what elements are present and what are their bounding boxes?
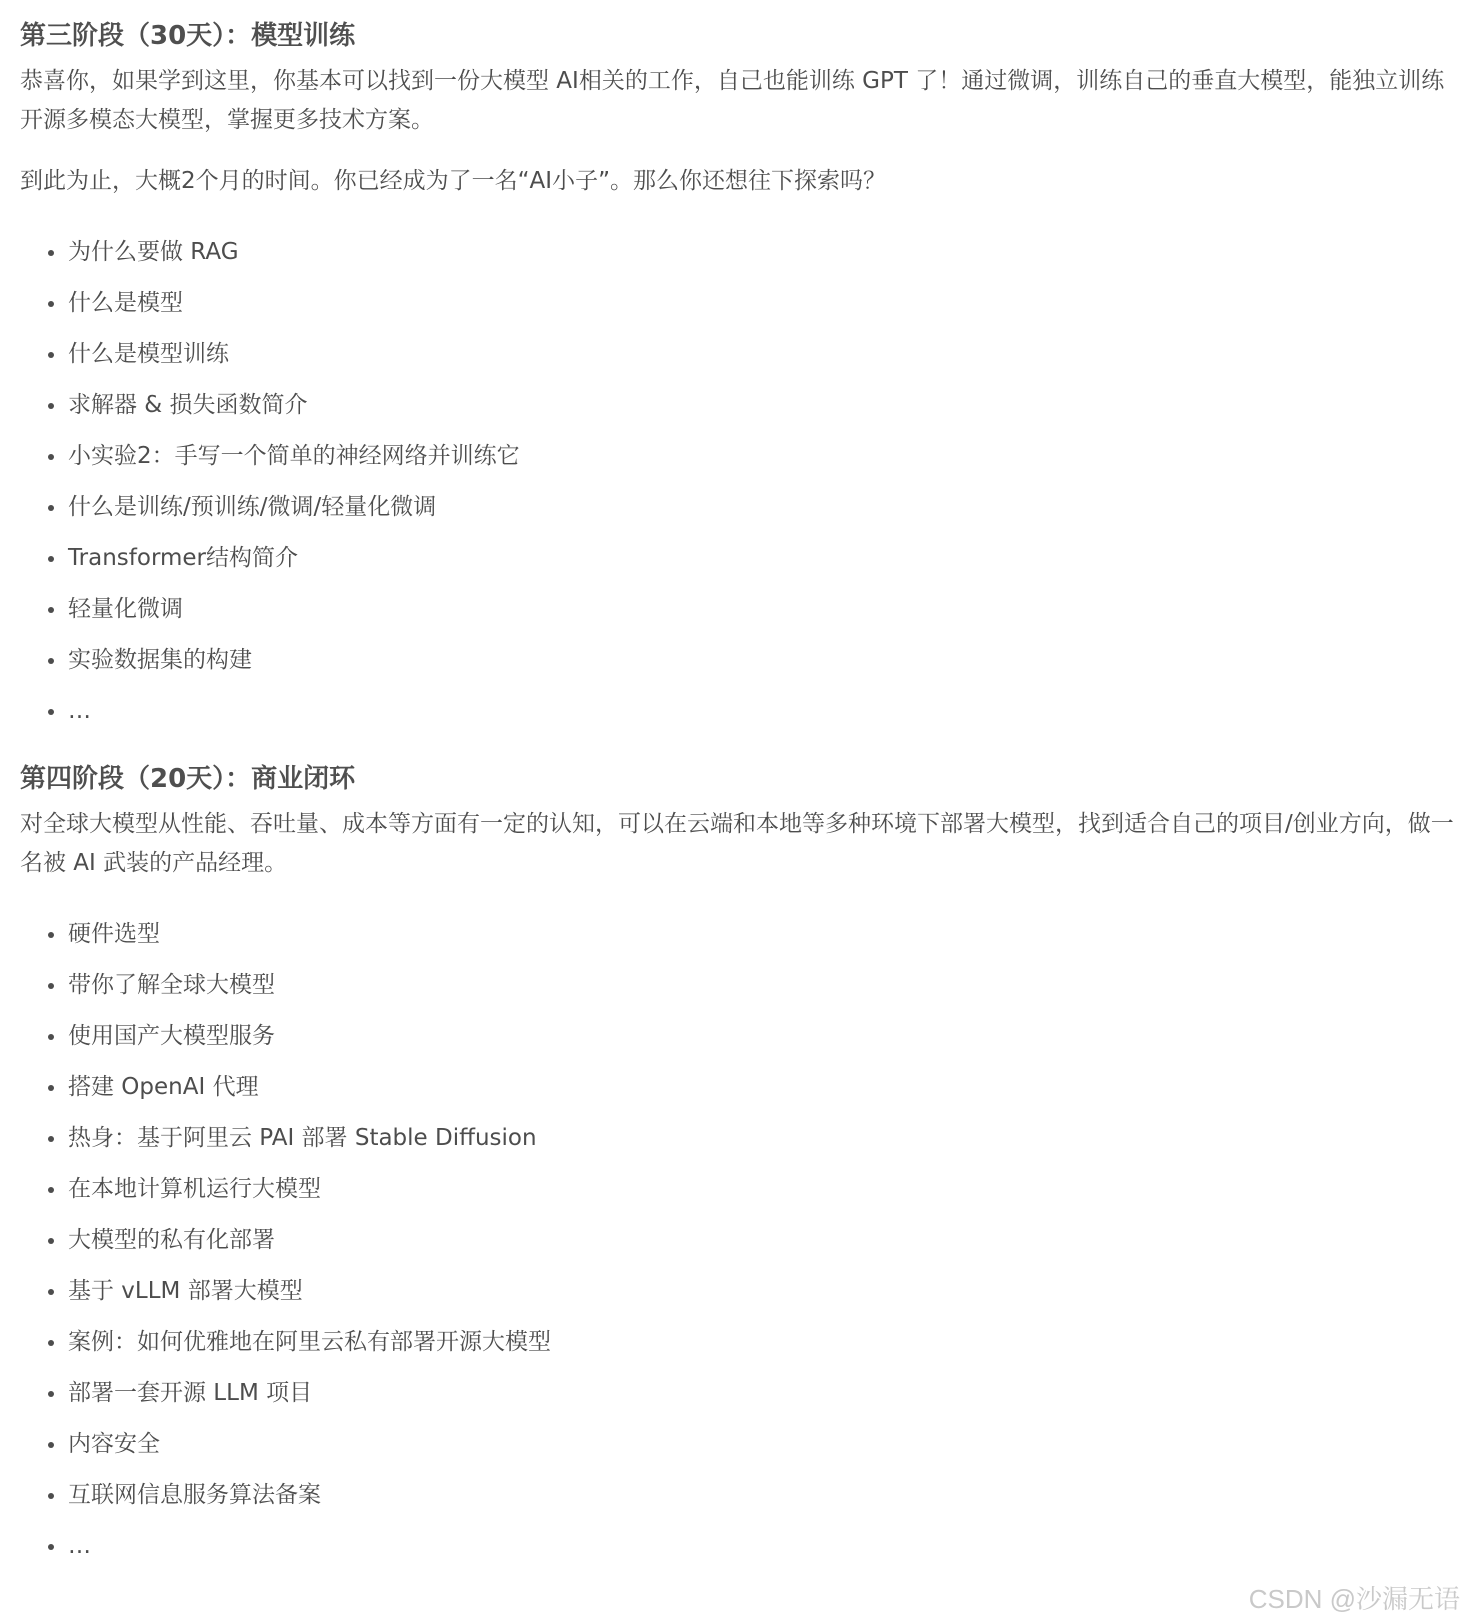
- list-item: 在本地计算机运行大模型: [68, 1164, 1460, 1215]
- stage3-intro: 恭喜你，如果学到这里，你基本可以找到一份大模型 AI相关的工作，自己也能训练 GPT 了！通过微调，训练自己的垂直大模型，能独立训练开源多模态大模型，掌握更多技术方案。: [20, 68, 1445, 133]
- stage4-heading: 第四阶段（20天）：商业闭环: [20, 764, 356, 794]
- list-item: 大模型的私有化部署: [68, 1215, 1460, 1266]
- list-item: …: [68, 1521, 1460, 1572]
- list-item: …: [68, 686, 1460, 737]
- csdn-watermark: CSDN @沙漏无语: [1248, 1584, 1460, 1614]
- list-item: 搭建 OpenAI 代理: [68, 1062, 1460, 1113]
- list-item: 互联网信息服务算法备案: [68, 1470, 1460, 1521]
- list-item: 为什么要做 RAG: [68, 227, 1460, 278]
- stage3-list: [20, 227, 1460, 737]
- list-item: 轻量化微调: [68, 584, 1460, 635]
- list-item: 实验数据集的构建: [68, 635, 1460, 686]
- stage3-summary: 到此为止，大概2个月的时间。你已经成为了一名“AI小子”。那么你还想往下探索吗？: [20, 168, 886, 194]
- list-item: 使用国产大模型服务: [68, 1011, 1460, 1062]
- list-item: 案例：如何优雅地在阿里云私有部署开源大模型: [68, 1317, 1460, 1368]
- list-item: 内容安全: [68, 1419, 1460, 1470]
- stage4-intro: 对全球大模型从性能、吞吐量、成本等方面有一定的认知，可以在云端和本地等多种环境下部署大模型，找到适合自己的项目/创业方向，做一名被 AI 武装的产品经理。: [20, 811, 1454, 876]
- list-item: Transformer结构简介: [68, 533, 1460, 584]
- list-item: 求解器 & 损失函数简介: [68, 380, 1460, 431]
- stage4-list: [20, 909, 1460, 1572]
- list-item: 什么是模型训练: [68, 329, 1460, 380]
- stage3-heading: 第三阶段（30天）：模型训练: [20, 21, 356, 51]
- list-item: 基于 vLLM 部署大模型: [68, 1266, 1460, 1317]
- list-item: 热身：基于阿里云 PAI 部署 Stable Diffusion: [68, 1113, 1460, 1164]
- article-body: [20, 14, 1460, 1572]
- stage4-section: [20, 757, 1460, 1572]
- list-item: 什么是训练/预训练/微调/轻量化微调: [68, 482, 1460, 533]
- list-item: 带你了解全球大模型: [68, 960, 1460, 1011]
- list-item: 什么是模型: [68, 278, 1460, 329]
- list-item: 硬件选型: [68, 909, 1460, 960]
- list-item: 部署一套开源 LLM 项目: [68, 1368, 1460, 1419]
- list-item: 小实验2：手写一个简单的神经网络并训练它: [68, 431, 1460, 482]
